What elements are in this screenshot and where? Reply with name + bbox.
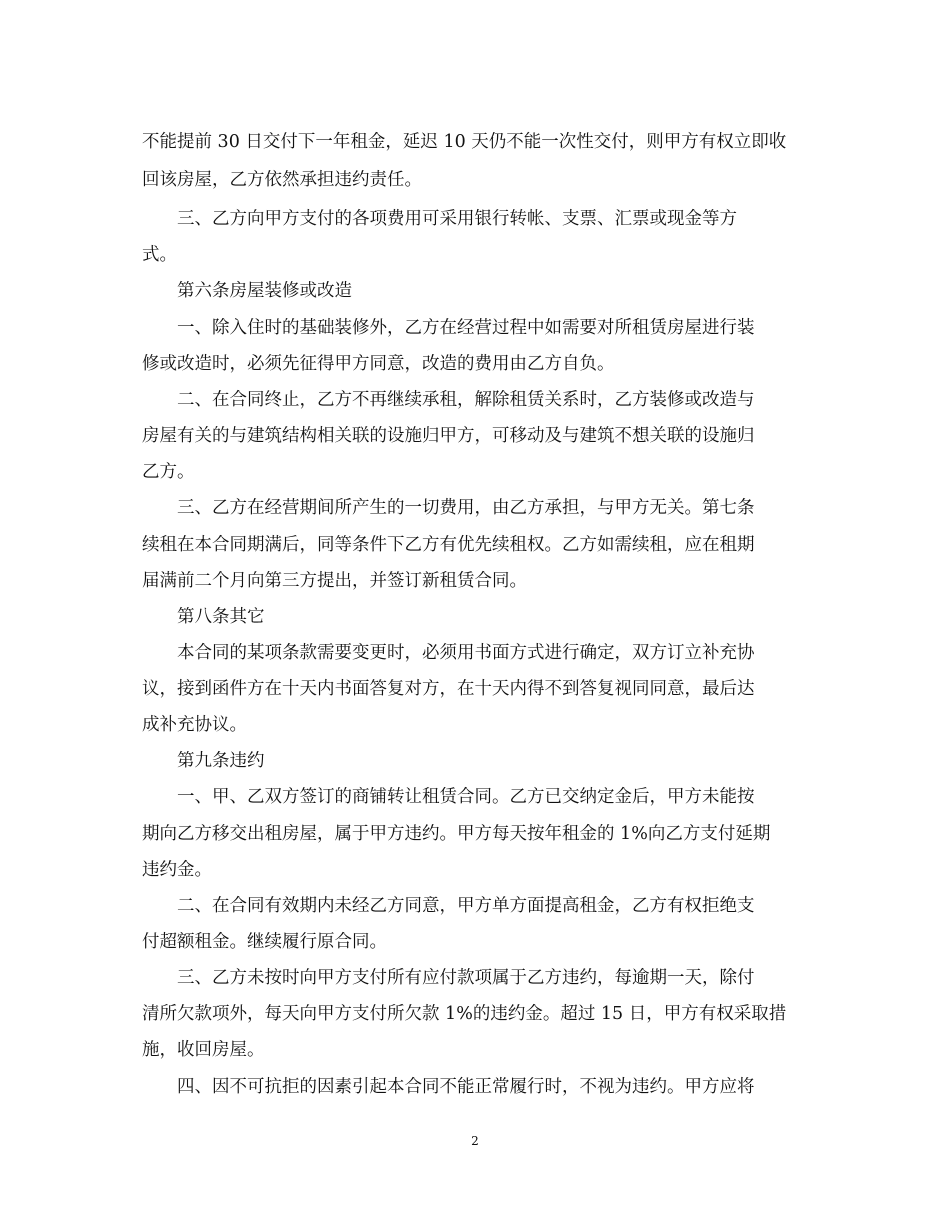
text-line: 议，接到函件方在十天内书面答复对方，在十天内得不到答复视同同意，最后达 xyxy=(142,679,755,699)
text-line: 房屋有关的与建筑结构相关联的设施归甲方，可移动及与建筑不想关联的设施归 xyxy=(142,426,755,446)
text-line: 回该房屋，乙方依然承担违约责任。 xyxy=(142,170,422,190)
text-line: 届满前二个月向第三方提出，并签订新租赁合同。 xyxy=(142,571,527,591)
text-line: 期向乙方移交出租房屋，属于甲方违约。甲方每天按年租金的 1%向乙方支付延期 xyxy=(142,824,771,844)
text-line: 二、在合同有效期内未经乙方同意，甲方单方面提高租金，乙方有权拒绝支 xyxy=(177,896,755,916)
text-line: 四、因不可抗拒的因素引起本合同不能正常履行时，不视为违约。甲方应将 xyxy=(177,1077,755,1097)
text-line: 不能提前 30 日交付下一年租金，延迟 10 天仍不能一次性交付，则甲方有权立即收 xyxy=(142,132,787,152)
text-line: 成补充协议。 xyxy=(142,715,247,735)
section-heading: 第八条其它 xyxy=(177,607,265,627)
text-line: 一、除入住时的基础装修外，乙方在经营过程中如需要对所租赁房屋进行装 xyxy=(177,318,755,338)
text-line: 违约金。 xyxy=(142,860,212,880)
text-line: 付超额租金。继续履行原合同。 xyxy=(142,932,387,952)
text-line: 修或改造时，必须先征得甲方同意，改造的费用由乙方自负。 xyxy=(142,354,615,374)
text-line: 三、乙方在经营期间所产生的一切费用，由乙方承担，与甲方无关。第七条 xyxy=(177,498,755,518)
text-line: 二、在合同终止，乙方不再继续承租，解除租赁关系时，乙方装修或改造与 xyxy=(177,390,755,410)
text-line: 本合同的某项条款需要变更时，必须用书面方式进行确定，双方订立补充协 xyxy=(177,643,755,663)
text-line: 式。 xyxy=(142,245,177,265)
text-line: 乙方。 xyxy=(142,462,195,482)
text-line: 续租在本合同期满后，同等条件下乙方有优先续租权。乙方如需续租，应在租期 xyxy=(142,535,755,555)
text-line: 三、乙方未按时向甲方支付所有应付款项属于乙方违约，每逾期一天，除付 xyxy=(177,968,755,988)
section-heading: 第九条违约 xyxy=(177,751,265,771)
text-line: 清所欠款项外，每天向甲方支付所欠款 1%的违约金。超过 15 日，甲方有权采取措 xyxy=(142,1004,787,1024)
text-line: 三、乙方向甲方支付的各项费用可采用银行转帐、支票、汇票或现金等方 xyxy=(177,209,737,229)
page-number: 2 xyxy=(471,1134,479,1148)
text-line: 一、甲、乙双方签订的商铺转让租赁合同。乙方已交纳定金后，甲方未能按 xyxy=(177,787,755,807)
section-heading: 第六条房屋装修或改造 xyxy=(177,281,352,301)
text-line: 施，收回房屋。 xyxy=(142,1040,265,1060)
